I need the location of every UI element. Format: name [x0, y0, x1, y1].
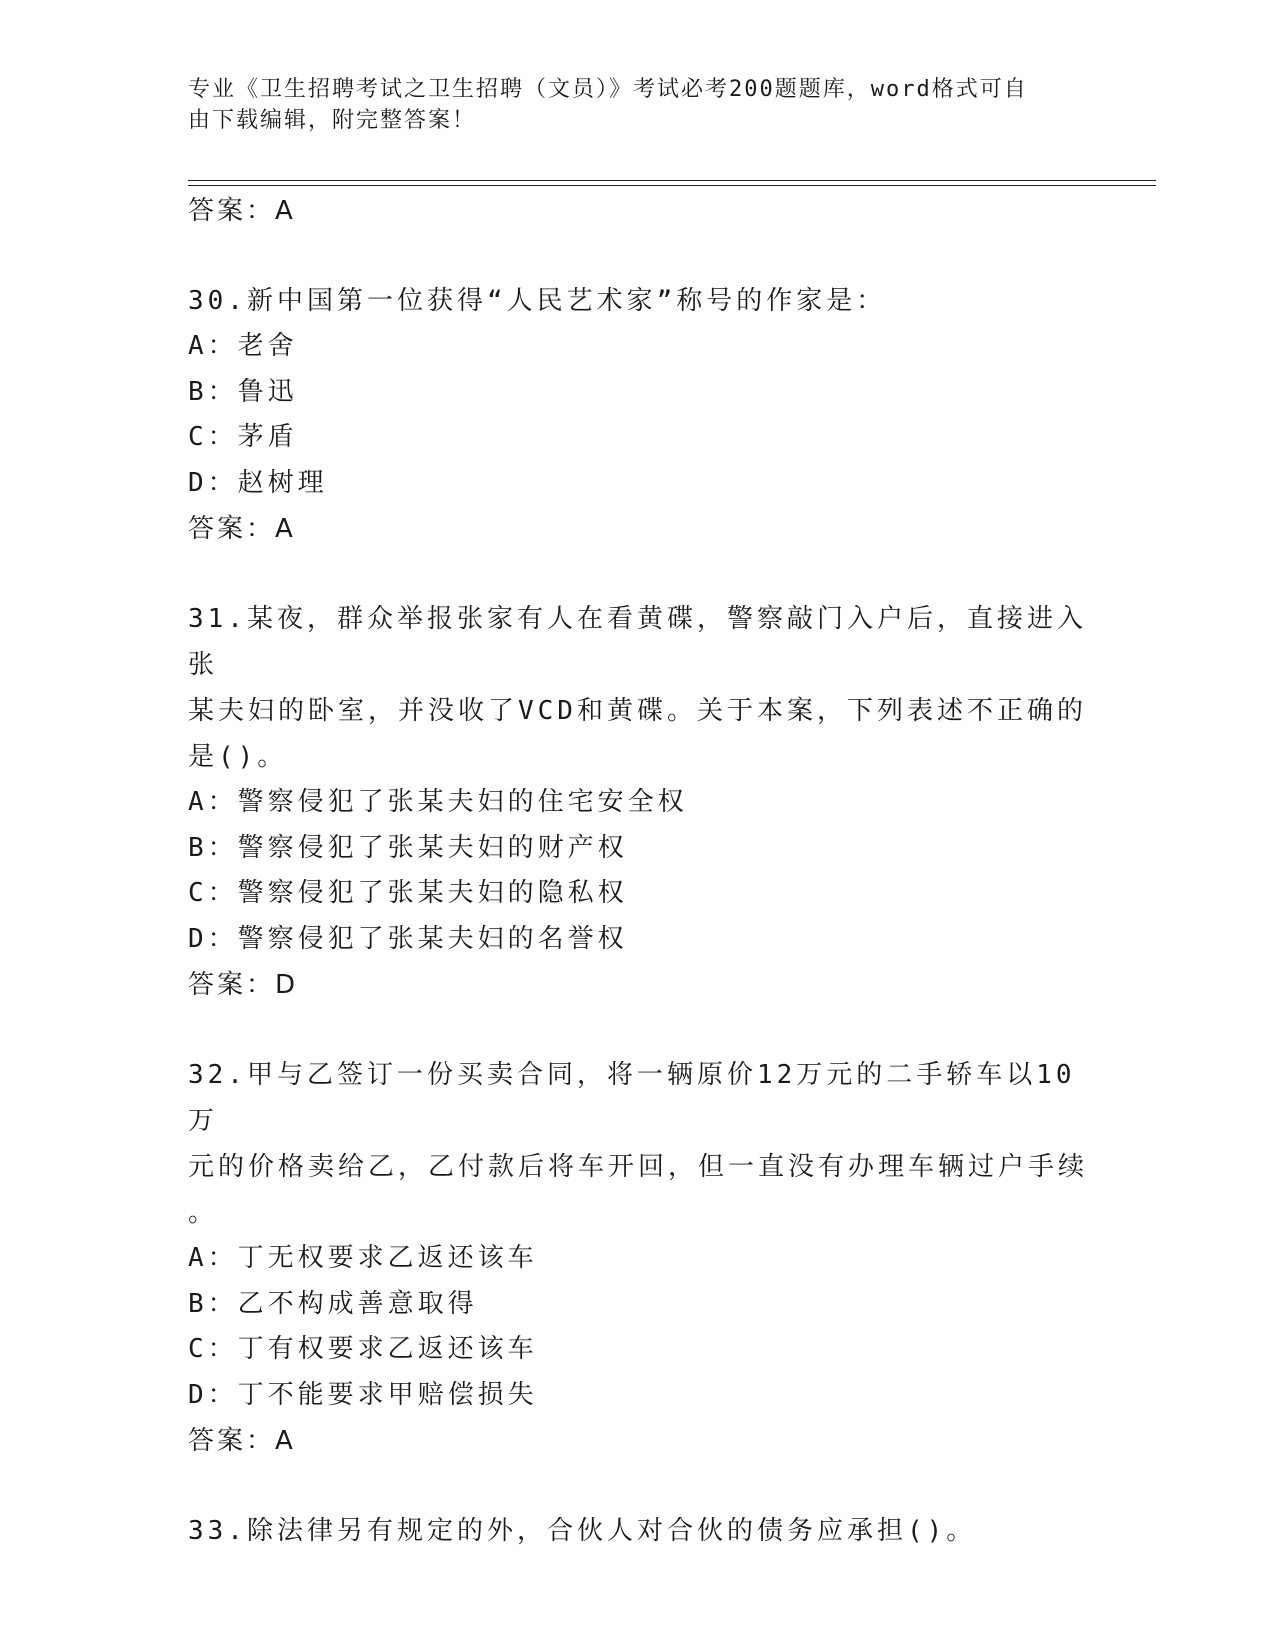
option-d: D：警察侵犯了张某夫妇的名誉权 — [188, 923, 628, 954]
option-a: A：丁无权要求乙返还该车 — [188, 1243, 538, 1273]
question-31 — [188, 596, 1088, 1008]
document-intro — [188, 74, 1068, 136]
answer-line: 答案：A — [188, 1426, 296, 1456]
option-b: B：鲁迅 — [188, 376, 298, 407]
question-33 — [188, 1508, 1088, 1554]
option-a: A：警察侵犯了张某夫妇的住宅安全权 — [188, 787, 688, 817]
question-stem: 元的价格卖给乙，乙付款后将车开回，但一直没有办理车辆过户手续 — [188, 1152, 1089, 1182]
question-stem: 30.新中国第一位获得“人民艺术家”称号的作家是： — [188, 286, 887, 316]
question-30 — [188, 278, 1088, 552]
question-list — [188, 188, 1088, 1554]
option-d: D：赵树理 — [188, 467, 328, 498]
question-32 — [188, 1052, 1088, 1464]
option-a: A：老舍 — [188, 331, 298, 361]
header-rule-bottom — [188, 185, 1156, 186]
option-b: B：乙不构成善意取得 — [188, 1288, 478, 1319]
intro-line: 专业《卫生招聘考试之卫生招聘（文员）》考试必考200题题库，word格式可自 — [188, 77, 1028, 102]
question-stem: 32.甲与乙签订一份买卖合同，将一辆原价12万元的二手轿车以10万 — [188, 1060, 1076, 1136]
option-b: B：警察侵犯了张某夫妇的财产权 — [188, 832, 628, 863]
header-rule-top — [188, 180, 1156, 181]
answer-line: 答案：A — [188, 196, 296, 226]
option-c: C：茅盾 — [188, 422, 298, 452]
question-stem: 是()。 — [188, 742, 288, 772]
option-c: C：警察侵犯了张某夫妇的隐私权 — [188, 878, 628, 908]
answer-line: 答案：A — [188, 514, 296, 544]
option-d: D：丁不能要求甲赔偿损失 — [188, 1379, 538, 1410]
question-stem: 33.除法律另有规定的外，合伙人对合伙的债务应承担()。 — [188, 1516, 977, 1546]
question-stem: 。 — [188, 1198, 219, 1228]
answer-line: 答案：D — [188, 970, 299, 1000]
option-c: C：丁有权要求乙返还该车 — [188, 1334, 538, 1364]
question-stem: 某夫妇的卧室，并没收了VCD和黄碟。关于本案，下列表述不正确的 — [188, 696, 1087, 726]
intro-line: 由下载编辑，附完整答案！ — [188, 108, 477, 133]
question-stem: 31.某夜，群众举报张家有人在看黄碟，警察敲门入户后，直接进入张 — [188, 604, 1087, 680]
